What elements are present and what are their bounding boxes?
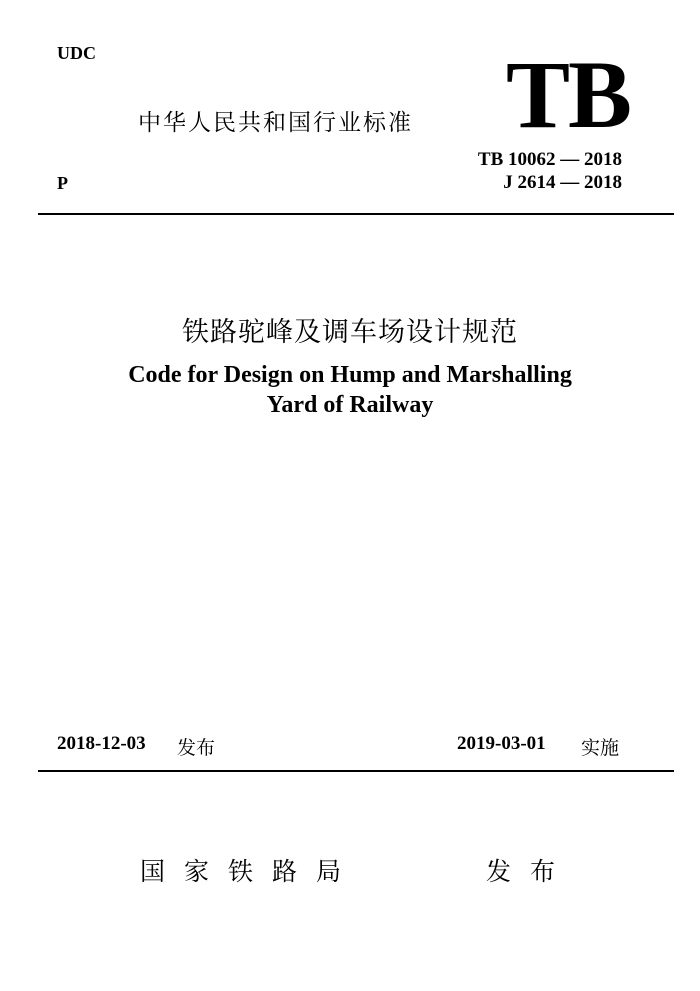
udc-label: UDC: [57, 43, 96, 63]
issue-label: 发布: [177, 737, 216, 759]
implementation-date: 2019-03-01: [457, 733, 546, 754]
top-divider: [38, 213, 674, 215]
title-english: [0, 360, 700, 420]
standard-number-block: [478, 148, 622, 194]
standard-number-j: J 2614 — 2018: [503, 172, 622, 193]
issuing-authority: 国家铁路局: [140, 857, 361, 886]
issue-date: 2018-12-03: [57, 733, 146, 754]
title-chinese: 铁路驼峰及调车场设计规范: [182, 317, 518, 348]
bottom-divider: [38, 770, 674, 772]
implementation-label: 实施: [581, 737, 620, 759]
classification-code: P: [57, 173, 68, 193]
publish-label: 发布: [486, 857, 575, 886]
title-english-line-1: Code for Design on Hump and Marshalling: [128, 362, 572, 388]
industry-standard-heading: 中华人民共和国行业标准: [138, 110, 413, 136]
title-english-line-2: Yard of Railway: [266, 392, 434, 418]
standard-number-tb: TB 10062 — 2018: [477, 149, 622, 170]
tb-logo: TB: [506, 41, 631, 148]
